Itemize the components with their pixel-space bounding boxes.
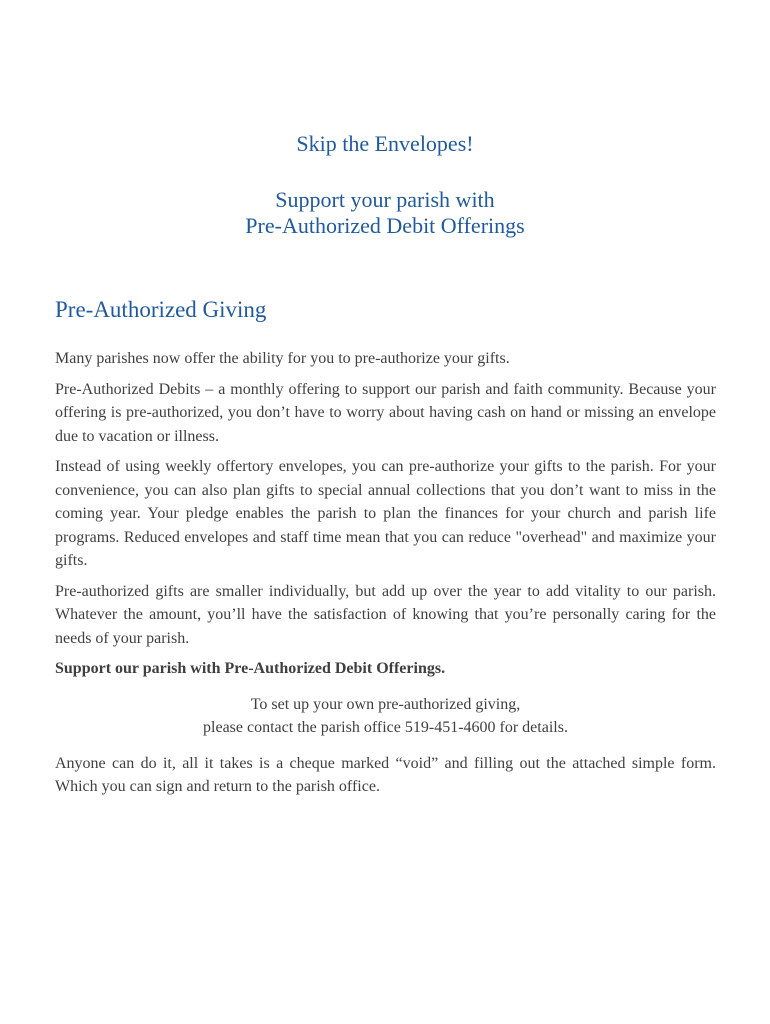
- paragraph-support-bold: Support our parish with Pre-Authorized Debit Offerings.: [55, 660, 446, 677]
- section-heading: Pre-Authorized Giving: [55, 297, 267, 322]
- paragraph-instead-of-envelopes: Instead of using weekly offertory envelopes, you can pre-authorize your gifts to the parish. For your convenience, you can also plan gifts to special annual collections that you don’t want to miss in the coming year. Your pledge enables the parish to plan the finances for your church and parish life programs. Reduced envelopes and staff time mean that you can reduce "overhead" and maximize your gifts.: [55, 458, 716, 569]
- contact-line-2: please contact the parish office 519-451-4600 for details.: [203, 719, 568, 736]
- subtitle-line-1: Support your parish with: [275, 187, 495, 212]
- contact-line-1: To set up your own pre-authorized giving,: [250, 695, 521, 713]
- contact-block: [55, 693, 716, 740]
- subtitle: [0, 187, 770, 239]
- paragraph-smaller-gifts: Pre-authorized gifts are smaller individually, but add up over the year to add vitality to our parish. Whatever the amount, you’ll have the satisfaction of knowing that you’re personally caring for the needs of your parish.: [55, 582, 716, 647]
- main-title: Skip the Envelopes!: [296, 131, 474, 156]
- paragraph-anyone-can: Anyone can do it, all it takes is a cheque marked “void” and filling out the attached simple form. Which you can sign and return to the parish office.: [55, 754, 716, 795]
- paragraph-intro: Many parishes now offer the ability for you to pre-authorize your gifts.: [55, 350, 510, 367]
- paragraph-pre-authorized-debits: Pre-Authorized Debits – a monthly offering to support our parish and faith community. Because your offering is pre-authorized, you don’t have to worry about having cash on hand or missing an envelope due to vacation or illness.: [55, 380, 716, 445]
- subtitle-line-2: Pre-Authorized Debit Offerings: [245, 213, 525, 238]
- body-content: [55, 347, 716, 806]
